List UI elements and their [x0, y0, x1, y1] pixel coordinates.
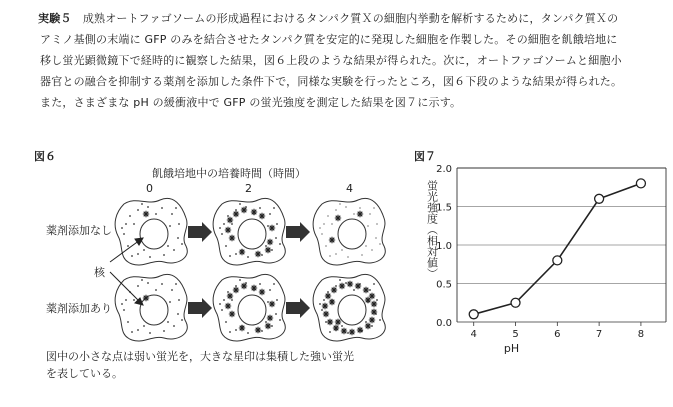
paragraph-line-3: 移し蛍光顕微鏡下で経時的に観察した結果，図６上段のような結果が得られた。次に，オートファゴソームと細胞小 [40, 54, 622, 67]
fig6-time-title: 飢餓培地中の培養時間（時間） [152, 167, 306, 180]
paragraph-line-5: また，さまざまな pH の緩衝液中で GFP の蛍光強度を測定した結果を図７に示す。 [40, 96, 462, 109]
fig6-time-2: 2 [245, 182, 252, 195]
chart-labels [426, 164, 645, 355]
data-point [595, 194, 604, 203]
paragraph-line-2: アミノ基側の末端に GFP のみを結合させたタンパク質を安定的に発現した細胞を作製した。その細胞を飢餓培地に [40, 33, 618, 46]
x-tick-label: 4 [470, 329, 477, 340]
x-tick-label: 7 [595, 329, 603, 340]
fig6-time-0: 0 [146, 182, 153, 195]
fig6-caption-line-2: を表している。 [46, 367, 123, 380]
fig6-time-4: 4 [346, 182, 353, 195]
fig7-label: 図７ [414, 150, 436, 163]
experiment-label: 実験５ [38, 12, 72, 25]
y-tick-label: 0.0 [436, 318, 452, 329]
chart-series [469, 179, 645, 319]
data-point [511, 298, 520, 307]
chart-gridlines [457, 168, 666, 322]
fig6-row-bottom-label: 薬剤添加あり [46, 302, 112, 315]
y-tick-label: 1.5 [436, 202, 452, 214]
fig6-nucleus-label: 核 [94, 266, 105, 279]
x-tick-label: 5 [512, 329, 519, 340]
x-axis-label: pH [503, 342, 520, 355]
fig6-label: 図６ [34, 150, 56, 163]
y-tick-label: 2.0 [436, 164, 452, 175]
paragraph-line-1-text: 成熟オートファゴソームの形成過程におけるタンパク質Ｘの細胞内挙動を解析するために，タンパク質Ｘの [82, 12, 619, 25]
fig6-row-top-label: 薬剤添加なし [46, 224, 112, 237]
data-point [636, 179, 645, 188]
y-axis-label: 蛍光強度（相対値） [425, 180, 439, 279]
chart-axes [457, 168, 666, 326]
y-tick-label: 1.0 [436, 241, 452, 252]
fig6-caption-line-1: 図中の小さな点は弱い蛍光を，大きな星印は集積した強い蛍光 [46, 350, 354, 363]
x-tick-label: 8 [637, 329, 645, 340]
y-tick-label: 0.5 [436, 279, 452, 291]
paragraph-line-4: 器官との融合を抑制する薬剤を添加した条件下で，同様な実験を行ったところ，図６下段のような結果が得られた。 [40, 75, 623, 88]
data-point [553, 256, 562, 265]
series-line [474, 183, 641, 314]
x-tick-label: 6 [554, 329, 561, 340]
data-point [469, 310, 478, 319]
